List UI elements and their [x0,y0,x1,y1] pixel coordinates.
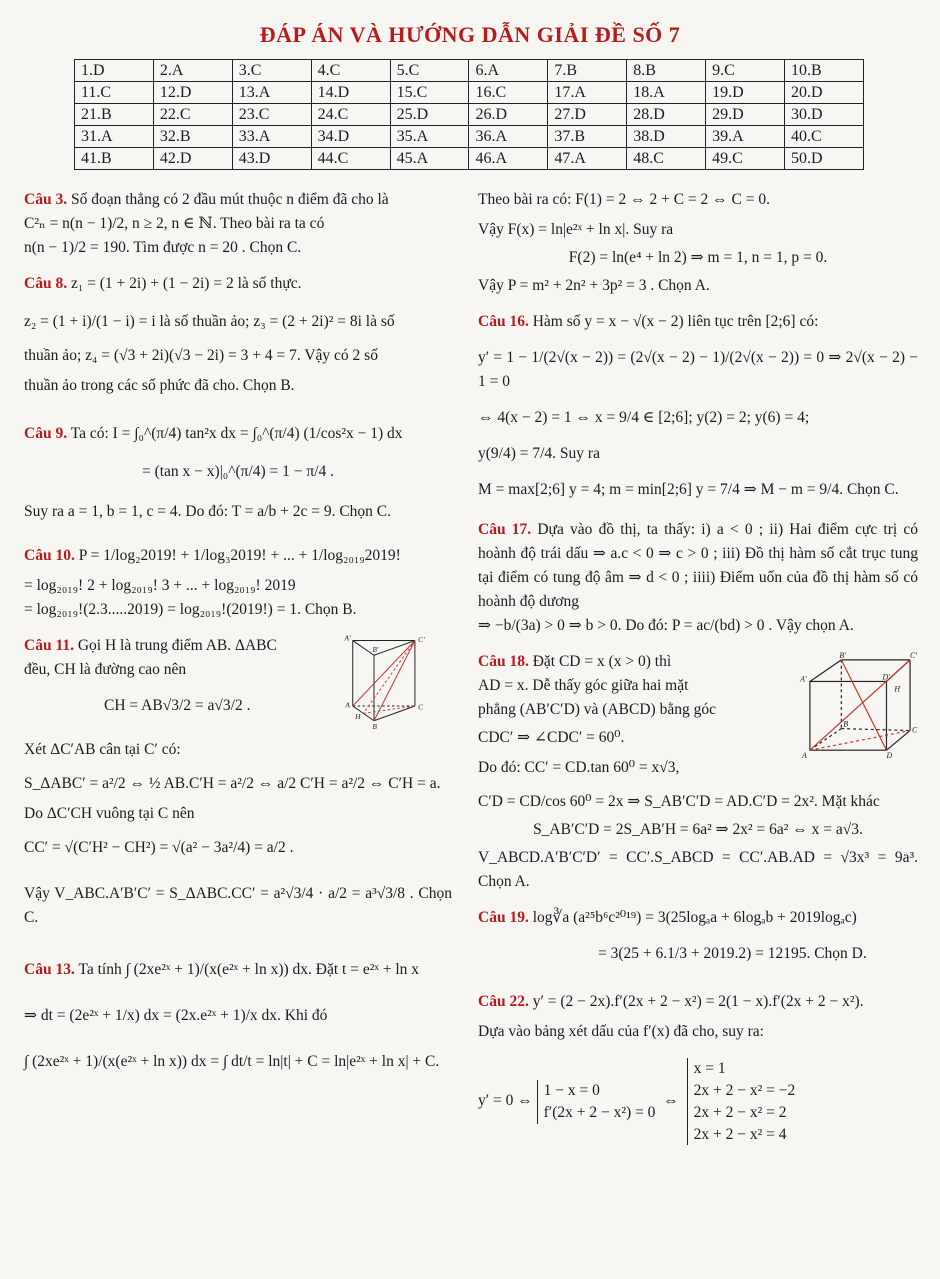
q22-line2: Dựa vào bảng xét dấu của f′(x) đã cho, suy ra: [478,1023,764,1041]
q17-block [478,518,918,638]
q10-line3: = log₂₀₁₉!(2.3.....2019) = log₂₀₁₉!(2019!) = 1. Chọn B. [24,601,357,619]
box-label-5: B [843,719,849,729]
answer-cell: 16.C [469,82,548,104]
q22-system: y′ = 0 ⇔ 1 − x = 0 f′(2x + 2 − x²) = 0 ⇔ x = 1 2x + 2 − x² = −2 2x + 2 − x² = 2 2x + 2 − x² = 4 [478,1058,918,1145]
answer-cell: 10.B [785,60,864,82]
prism-label-2: B′ [372,645,379,655]
q18-line1: Đặt CD = x (x > 0) thì [532,653,672,671]
answer-cell: 23.C [232,104,311,126]
q18-line4: CDC′ ⇒ ∠CDC′ = 60⁰. [478,729,625,747]
answer-cell: 29.D [706,104,785,126]
q11-line8: Vậy V_ABC.A′B′C′ = S_ΔABC.CC′ = a²√3/4 · a/2 = a³√3/8 . Chọn C. [24,885,452,927]
answer-cell: 39.A [706,126,785,148]
answer-row [75,126,864,148]
q8-line1: z₁ = (1 + 2i) + (1 − 2i) = 2 là số thực. [70,275,302,293]
answer-cell: 26.D [469,104,548,126]
answer-row [75,148,864,170]
prism-label-5: H [355,712,361,722]
answer-cell: 9.C [706,60,785,82]
answer-cell: 18.A [627,82,706,104]
q22-system2 [687,1058,796,1145]
answer-cell: 5.C [390,60,469,82]
answer-cell: 7.B [548,60,627,82]
q8-label: Câu 8. [24,275,68,293]
answer-cell: 14.D [311,82,390,104]
answer-cell: 24.C [311,104,390,126]
q10-label: Câu 10. [24,547,75,565]
q13-line1: Ta tính ∫ (2xe²ˣ + 1)/(x(e²ˣ + ln x)) dx. Đặt t = e²ˣ + ln x [78,961,419,979]
q18-label: Câu 18. [478,653,529,671]
answer-cell: 15.C [390,82,469,104]
answer-cell: 20.D [785,82,864,104]
q18-line5: Do đó: CC′ = CD.tan 60⁰ = x√3, [478,759,680,777]
prism-label-4: C [418,702,424,712]
answer-cell: 21.B [75,104,154,126]
q22-sys1-b: f′(2x + 2 − x²) = 0 [543,1103,656,1121]
q16-line1: Hàm số y = x − √(x − 2) liên tục trên [2;6] có: [532,313,819,331]
q18-line6: C′D = CD/cos 60⁰ = 2x ⇒ S_AB′C′D = AD.C′D = 2x². Mặt khác [478,793,880,811]
q11-line5: S_ΔABC′ = a²/2 ⇔ ½ AB.C′H = a²/2 ⇔ a/2 C′H = a²/2 ⇔ C′H = a. [24,775,441,793]
q22-lead: y′ = 0 ⇔ [478,1092,533,1110]
q22-label: Câu 22. [478,993,529,1011]
q8-line3: thuần ảo; z₄ = (√3 + 2i)(√3 − 2i) = 3 + 4 = 7. Vậy có 2 số [24,347,378,365]
answer-row [75,60,864,82]
answer-cell: 25.D [390,104,469,126]
q18-line2: AD = x. Dễ thấy góc giữa hai mặt [478,677,689,695]
prism-figure [332,633,452,732]
q11-line4: Xét ΔC′AB cân tại C′ có: [24,741,181,759]
q13-line2: ⇒ dt = (2e²ˣ + 1/x) dx = (2x.e²ˣ + 1)/x dx. Khi đó [24,1007,328,1025]
q13c-line2: Vậy F(x) = ln|e²ˣ + ln x|. Suy ra [478,221,674,239]
prism-label-3: A [345,700,350,710]
q11-label: Câu 11. [24,637,74,655]
answer-cell: 27.D [548,104,627,126]
q16-line5: M = max[2;6] y = 4; m = min[2;6] y = 7/4 ⇒ M − m = 9/4. Chọn C. [478,481,899,499]
answer-cell: 13.A [232,82,311,104]
q13-cont-block [478,188,918,298]
q22-sys2-a: x = 1 [693,1060,726,1078]
answer-cell: 46.A [469,148,548,170]
q22-block [478,990,918,1145]
q13-block [24,958,452,1074]
answer-cell: 11.C [75,82,154,104]
box-label-6: C [912,725,918,735]
answer-cell: 6.A [469,60,548,82]
q9-block [24,422,452,524]
q22-sys2-b: 2x + 2 − x² = −2 [693,1082,796,1100]
answer-cell: 12.D [153,82,232,104]
answer-cell: 45.A [390,148,469,170]
q3-formula: C²ₙ = n(n − 1)/2, n ≥ 2, n ∈ ℕ. Theo bài ra ta có [24,215,325,233]
q11-line2: đều, CH là đường cao nên [24,661,187,679]
answer-cell: 47.A [548,148,627,170]
answer-cell: 4.C [311,60,390,82]
answer-cell: 48.C [627,148,706,170]
answer-cell: 34.D [311,126,390,148]
answer-cell: 31.A [75,126,154,148]
q22-sys1-a: 1 − x = 0 [543,1082,600,1100]
answer-cell: 22.C [153,104,232,126]
q13c-line1: Theo bài ra có: F(1) = 2 ⇔ 2 + C = 2 ⇔ C = 0. [478,191,770,208]
q13c-line4: Vậy P = m² + 2n² + 3p² = 3 . Chọn A. [478,277,710,295]
q11-line1: Gọi H là trung điểm AB. ΔABC [77,637,277,655]
answer-cell: 2.A [153,60,232,82]
answer-cell: 41.B [75,148,154,170]
answer-cell: 38.D [627,126,706,148]
page-title: ĐÁP ÁN VÀ HƯỚNG DẪN GIẢI ĐỀ SỐ 7 [259,22,681,47]
answer-cell: 37.B [548,126,627,148]
prism-label-1: C′ [418,635,425,645]
right-column [478,188,918,1151]
box-label-4: H [894,684,901,694]
q3-text: Số đoạn thẳng có 2 đầu mút thuộc n điểm đã cho là [70,191,389,208]
left-column [24,188,452,1080]
box-label-3: D′ [882,672,890,682]
answer-row [75,104,864,126]
answer-cell: 50.D [785,148,864,170]
q19-label: Câu 19. [478,909,529,927]
answer-cell: 43.D [232,148,311,170]
q10-line1: P = 1/log₂2019! + 1/log₃2019! + ... + 1/log₂₀₁₉2019! [78,547,401,565]
q3-label: Câu 3. [24,191,68,208]
answer-cell: 44.C [311,148,390,170]
answer-cell: 33.A [232,126,311,148]
q3-block [24,188,452,260]
box-label-8: D [886,751,893,761]
q18-block [478,650,918,894]
answer-cell: 17.A [548,82,627,104]
q9-line1: Ta có: I = ∫₀^(π/4) tan²x dx = ∫₀^(π/4) (1/cos²x − 1) dx [70,425,403,443]
q17-label: Câu 17. [478,521,532,539]
q11-line6: Do ΔC′CH vuông tại C nên [24,805,195,823]
q10-line2: = log₂₀₁₉! 2 + log₂₀₁₉! 3 + ... + log₂₀₁₉! 2019 [24,577,296,595]
box-label-2: A′ [800,674,807,684]
box-label-0: B′ [839,651,846,661]
q16-line2: y′ = 1 − 1/(2√(x − 2)) = (2√(x − 2) − 1)/(2√(x − 2)) = 0 ⇒ 2√(x − 2) − 1 = 0 [478,349,918,391]
box-label-1: C′ [910,651,918,661]
answer-cell: 28.D [627,104,706,126]
q16-block [478,310,918,502]
q9-label: Câu 9. [24,425,68,443]
q17-line1: Dựa vào đồ thị, ta thấy: i) a < 0 ; ii) Hai điểm cực trị có hoành độ trái dấu ⇒ a.c < 0 ⇒ c > 0 ; iii) Đồ thị hàm số cắt trục tung tại điểm có tung độ âm ⇒ d < 0 ; iiii) Điểm uốn của đồ thị hàm số có hoành độ dương [478,521,918,611]
q16-line3: ⇔ 4(x − 2) = 1 ⇔ x = 9/4 ∈ [2;6]; y(2) = 2; y(6) = 4; [478,409,810,427]
q22-sys2-c: 2x + 2 − x² = 2 [693,1103,787,1121]
q8-block [24,272,452,398]
q13-line3: ∫ (2xe²ˣ + 1)/(x(e²ˣ + ln x)) dx = ∫ dt/t = ln|t| + C = ln|e²ˣ + ln x| + C. [24,1053,440,1071]
answer-row [75,82,864,104]
q9-line2: = (tan x − x)|₀^(π/4) = 1 − π/4 . [141,463,335,481]
q13-label: Câu 13. [24,961,75,979]
q18-line3: phẳng (AB′C′D) và (ABCD) bằng góc [478,701,716,719]
q16-label: Câu 16. [478,313,529,331]
q22-line1: y′ = (2 − 2x).f′(2x + 2 − x²) = 2(1 − x).f′(2x + 2 − x²). [532,993,864,1011]
answer-cell: 32.B [153,126,232,148]
q16-line4: y(9/4) = 7/4. Suy ra [478,445,600,463]
q10-block [24,544,452,622]
q11-line3: CH = AB√3/2 = a√3/2 . [104,697,251,715]
q8-line4: thuần ảo trong các số phức đã cho. Chọn B. [24,377,295,395]
answer-cell: 1.D [75,60,154,82]
q22-sys2-d: 2x + 2 − x² = 4 [693,1125,787,1143]
answer-cell: 19.D [706,82,785,104]
answer-cell: 36.A [469,126,548,148]
answer-cell: 49.C [706,148,785,170]
answer-cell: 40.C [785,126,864,148]
answer-cell: 30.D [785,104,864,126]
q17-line2: ⇒ −b/(3a) > 0 ⇒ b > 0. Do đó: P = ac/(bd) > 0 . Vậy chọn A. [478,617,854,635]
answer-cell: 42.D [153,148,232,170]
answer-cell: 3.C [232,60,311,82]
q22-system1 [537,1080,656,1123]
q19-line2: = 3(25 + 6.1/3 + 2019.2) = 12195. Chọn D. [598,945,867,963]
q18-line7: S_AB′C′D = 2S_AB′H = 6a² ⇒ 2x² = 6a² ⇔ x = a√3. [533,821,863,839]
box-label-7: A [802,751,807,761]
q9-line3: Suy ra a = 1, b = 1, c = 4. Do đó: T = a/b + 2c = 9. Chọn C. [24,503,392,521]
prism-label-0: A′ [344,633,351,643]
q11-line7: CC′ = √(C′H² − CH²) = √(a² − 3a²/4) = a/2 . [24,839,294,857]
box-figure [800,652,918,760]
answer-table [74,59,864,170]
q18-line8: V_ABCD.A′B′C′D′ = CC′.S_ABCD = CC′.AB.AD = √3x³ = 9a³. Chọn A. [478,849,918,891]
answer-cell: 8.B [627,60,706,82]
q3-result: n(n − 1)/2 = 190. Tìm được n = 20 . Chọn C. [24,239,302,257]
prism-label-6: B [372,722,377,732]
q8-line2: z₂ = (1 + i)/(1 − i) = i là số thuần ảo; z₃ = (2 + 2i)² = 8i là số [24,313,395,331]
answer-cell: 35.A [390,126,469,148]
q13c-line3: F(2) = ln(e⁴ + ln 2) ⇒ m = 1, n = 1, p = 0. [568,249,828,267]
q19-block [478,906,918,966]
q19-line1: log∛a (a²⁵b⁶c²⁰¹⁹) = 3(25logₐa + 6logₐb + 2019logₐc) [532,909,857,927]
q11-block [24,634,452,930]
